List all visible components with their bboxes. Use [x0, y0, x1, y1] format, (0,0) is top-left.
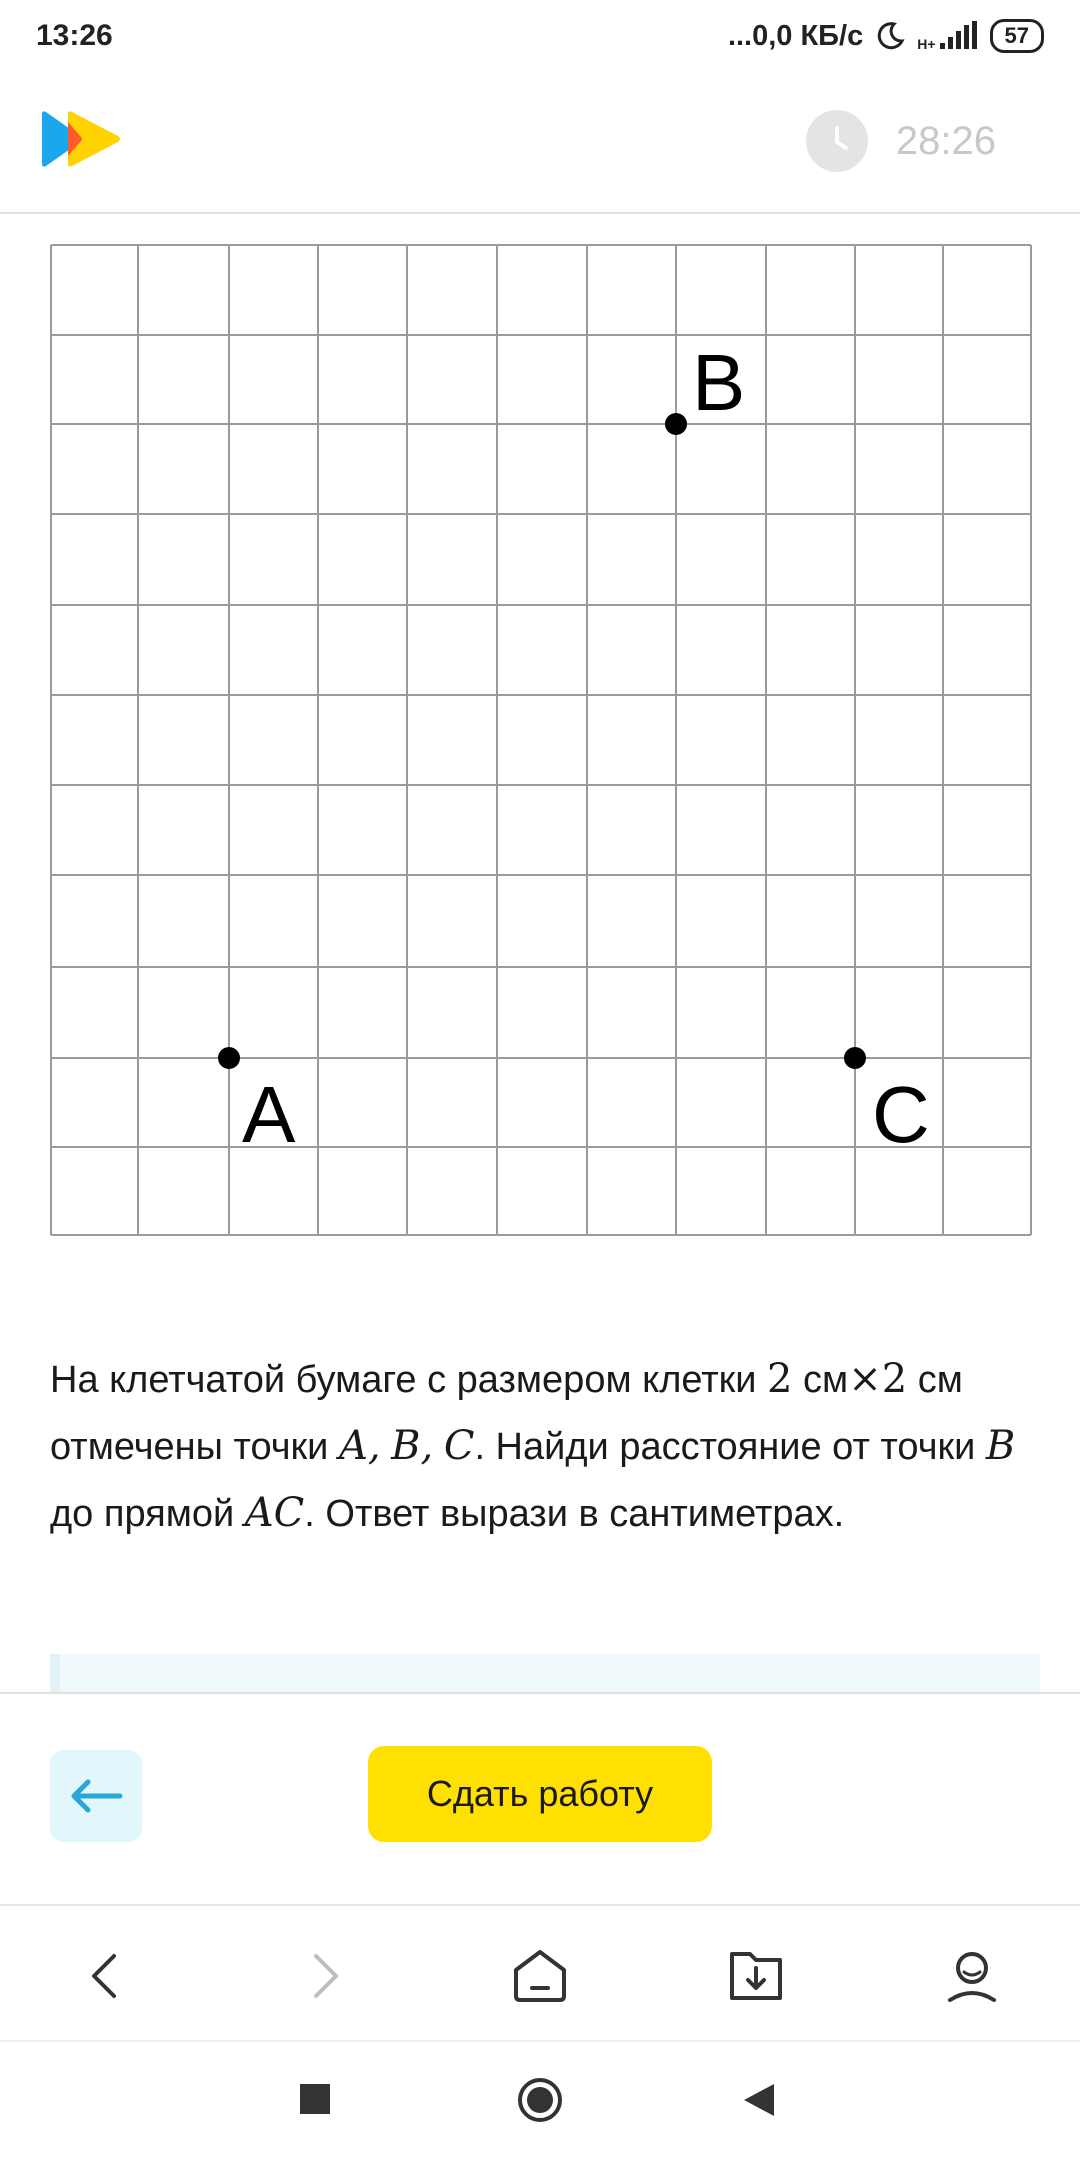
grid-figure: [50, 244, 1032, 1236]
profile-icon[interactable]: [942, 1946, 1002, 2006]
battery-level: 57: [1004, 23, 1029, 48]
task-text-part: . Ответ вырази в сантиметрах.: [304, 1493, 845, 1535]
timer-value: 28:26: [895, 118, 996, 163]
math-value: 2: [767, 1356, 793, 1402]
math-value: 2: [881, 1356, 908, 1402]
math-line: AC: [244, 1490, 305, 1536]
math-point: B,: [391, 1423, 434, 1469]
task-text-part: . Найди расстояние от точки: [474, 1426, 986, 1468]
task-text-part: до прямой: [50, 1493, 245, 1535]
point-a-label: A: [242, 1070, 296, 1159]
timer: [806, 110, 996, 172]
home-icon[interactable]: [510, 1946, 570, 2006]
moon-icon: [875, 21, 905, 51]
system-back-icon[interactable]: [742, 2082, 776, 2118]
system-nav-bar: [0, 2040, 1080, 2162]
grid-svg: [50, 244, 1032, 1236]
task-text: [50, 1346, 1030, 1547]
point-b: [665, 413, 687, 435]
app-logo-icon: [38, 110, 124, 168]
task-text-part: На клетчатой бумаге с размером клетки: [50, 1359, 768, 1401]
math-point: A,: [338, 1423, 381, 1469]
status-bar: [0, 0, 1080, 72]
math-point: C: [443, 1423, 475, 1469]
network-speed: ...0,0 КБ/с: [727, 19, 864, 52]
battery-icon: [990, 19, 1044, 53]
back-button[interactable]: [50, 1750, 142, 1842]
status-time: 13:26: [36, 19, 113, 52]
point-c: [844, 1047, 866, 1069]
system-home-icon[interactable]: [516, 2076, 564, 2124]
task-text-part: см: [792, 1359, 849, 1401]
clock-icon: [806, 110, 868, 172]
recent-apps-icon[interactable]: [298, 2082, 332, 2116]
point-b-label: B: [692, 338, 746, 427]
point-a: [218, 1047, 240, 1069]
status-indicators: [728, 19, 1044, 53]
math-times: ×: [848, 1356, 882, 1402]
signal-icon: [938, 21, 978, 51]
arrow-left-icon: [68, 1776, 124, 1816]
browser-nav-bar: [0, 1904, 1080, 2042]
downloads-icon[interactable]: [726, 1946, 786, 2006]
task-text-part: см отмечены точки: [50, 1359, 963, 1468]
nav-forward-icon[interactable]: [294, 1946, 354, 2006]
app-header: [0, 72, 1080, 214]
math-point: B: [985, 1423, 1016, 1469]
signal-label: H+: [917, 36, 936, 52]
submit-button[interactable]: Сдать работу: [368, 1746, 712, 1842]
signal-group: [917, 21, 977, 51]
nav-back-icon[interactable]: [76, 1946, 136, 2006]
answer-area[interactable]: [50, 1654, 1040, 1694]
bottom-action-panel: [0, 1692, 1080, 1906]
point-c-label: C: [872, 1070, 930, 1159]
